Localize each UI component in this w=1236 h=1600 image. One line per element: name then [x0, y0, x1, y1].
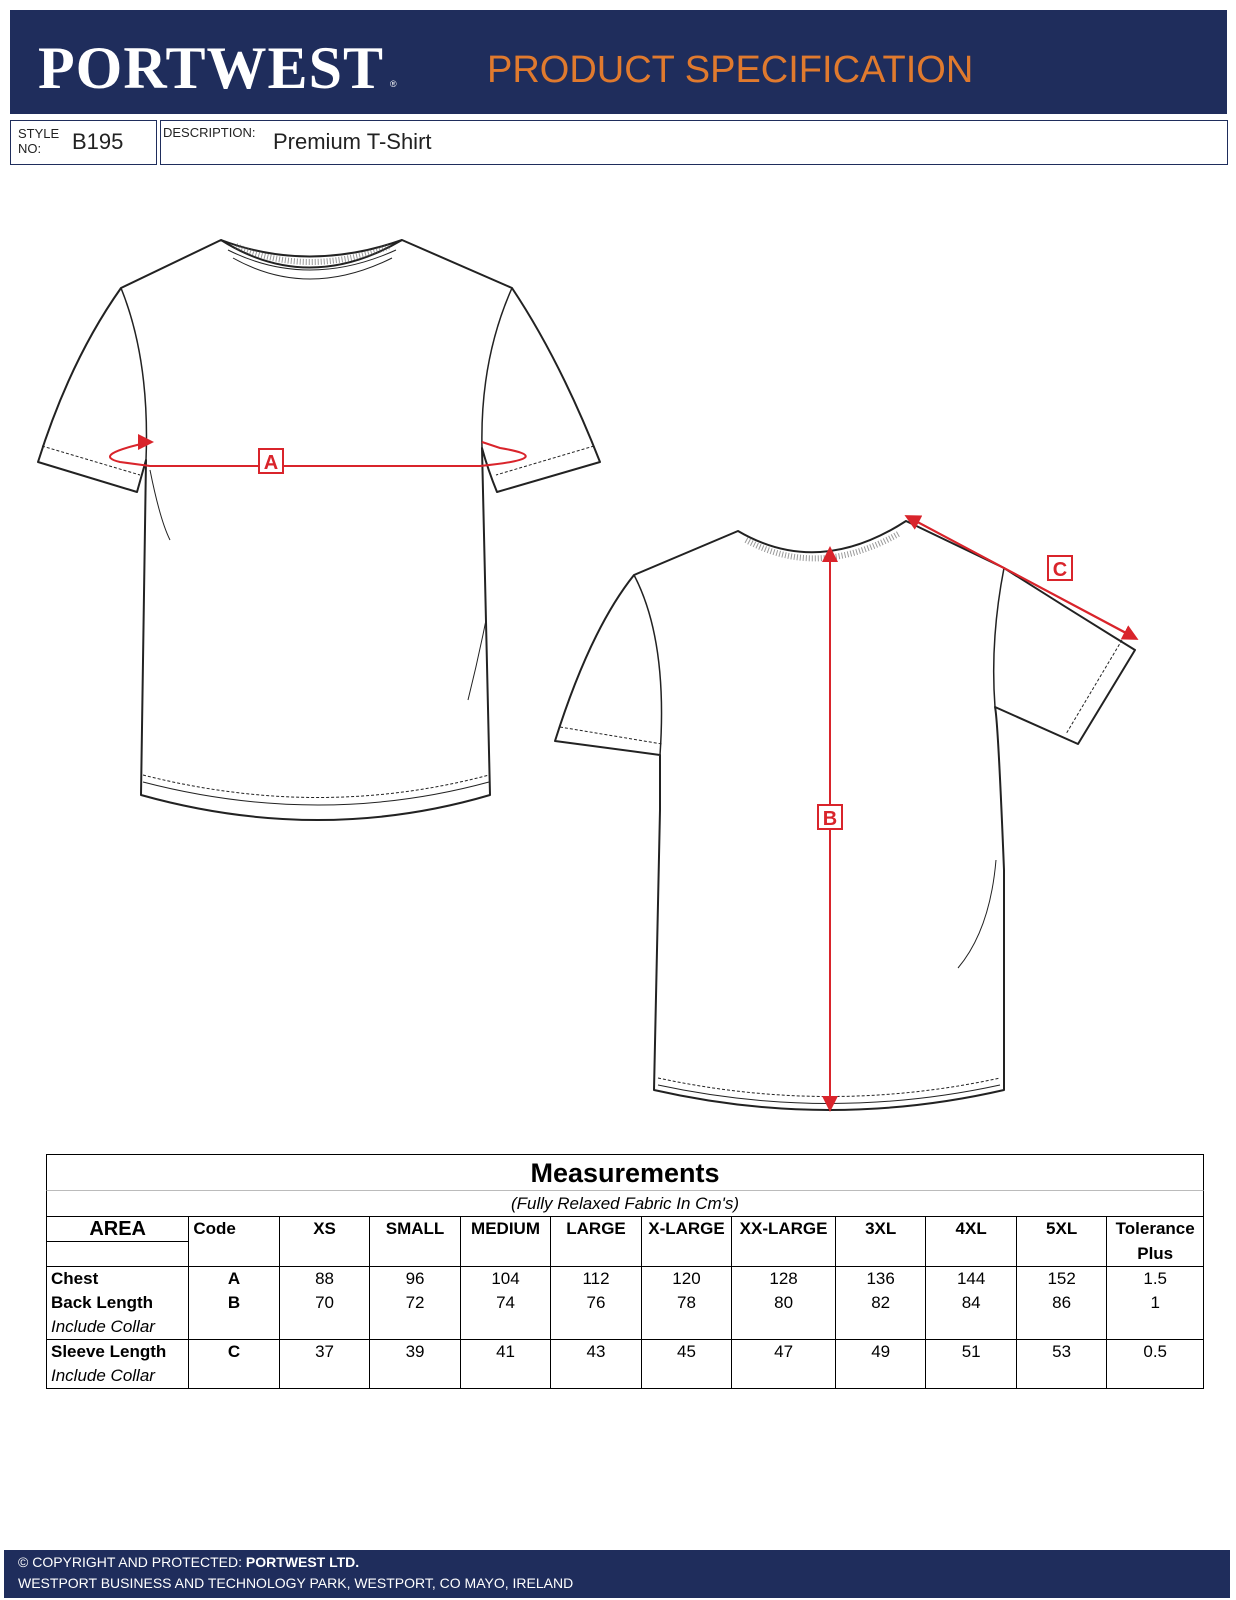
footer-bar	[4, 1550, 1230, 1598]
measurements-grid	[46, 1216, 1204, 1389]
header-tolerance: Tolerance	[1107, 1217, 1204, 1242]
row-area: Back Length	[47, 1291, 189, 1315]
footer-copyright	[18, 1554, 359, 1570]
header-5xl: 5XL	[1016, 1217, 1106, 1242]
cell-x-large: 78	[641, 1291, 731, 1315]
row-code: A	[189, 1267, 279, 1292]
cell-4xl: 144	[926, 1267, 1016, 1292]
cell-x-large: 45	[641, 1340, 731, 1365]
front-tshirt-drawing	[38, 240, 600, 820]
style-number-value: B195	[72, 129, 124, 154]
style-number-box	[10, 120, 157, 165]
cell-medium: 104	[460, 1267, 550, 1292]
cell-medium: 41	[460, 1340, 550, 1365]
cell-small: 96	[370, 1267, 460, 1292]
header-code: Code	[189, 1217, 279, 1242]
cell-4xl: 51	[926, 1340, 1016, 1365]
header-x-large: X-LARGE	[641, 1217, 731, 1242]
svg-text:A: A	[263, 452, 279, 474]
row-note: Include Collar	[47, 1364, 189, 1389]
cell-4xl: 84	[926, 1291, 1016, 1315]
cell-large: 112	[551, 1267, 641, 1292]
cell-3xl: 136	[835, 1267, 925, 1292]
cell-xx-large: 128	[732, 1267, 836, 1292]
measure-marker-b	[818, 805, 842, 830]
footer-copyright-text: © COPYRIGHT AND PROTECTED:	[18, 1554, 246, 1570]
table-row	[47, 1291, 1204, 1315]
cell-tolerance: 0.5	[1107, 1340, 1204, 1365]
description-box	[160, 120, 1228, 165]
header-3xl: 3XL	[835, 1217, 925, 1242]
footer-address: WESTPORT BUSINESS AND TECHNOLOGY PARK, WESTPORT, CO MAYO, IRELAND	[18, 1575, 574, 1591]
cell-small: 72	[370, 1291, 460, 1315]
header-area: AREA	[47, 1217, 189, 1242]
cell-xs: 70	[279, 1291, 369, 1315]
table-row	[47, 1267, 1204, 1292]
table-row	[47, 1340, 1204, 1365]
cell-xs: 88	[279, 1267, 369, 1292]
header-row	[47, 1217, 1204, 1242]
cell-tolerance: 1.5	[1107, 1267, 1204, 1292]
header-xx-large: XX-LARGE	[732, 1217, 836, 1242]
back-tshirt-drawing	[555, 521, 1135, 1110]
cell-large: 76	[551, 1291, 641, 1315]
chest-measure-line	[110, 442, 526, 466]
row-code: C	[189, 1340, 279, 1365]
description-value: Premium T-Shirt	[273, 129, 432, 154]
cell-tolerance: 1	[1107, 1291, 1204, 1315]
cell-medium: 74	[460, 1291, 550, 1315]
row-note: Include Collar	[47, 1315, 189, 1340]
header-small: SMALL	[370, 1217, 460, 1242]
table-row-note	[47, 1315, 1204, 1340]
cell-large: 43	[551, 1340, 641, 1365]
cell-5xl: 53	[1016, 1340, 1106, 1365]
header-xs: XS	[279, 1217, 369, 1242]
cell-xx-large: 47	[732, 1340, 836, 1365]
style-label-top: STYLE	[18, 126, 60, 141]
measurements-title: Measurements	[46, 1154, 1204, 1190]
registered-mark: ®	[390, 79, 397, 89]
cell-5xl: 152	[1016, 1267, 1106, 1292]
row-code: B	[189, 1291, 279, 1315]
row-area: Sleeve Length	[47, 1340, 189, 1365]
measurements-table	[46, 1154, 1204, 1389]
page-title: PRODUCT SPECIFICATION	[487, 49, 974, 91]
cell-x-large: 120	[641, 1267, 731, 1292]
description-label: DESCRIPTION:	[163, 125, 256, 140]
cell-3xl: 82	[835, 1291, 925, 1315]
measurements-subtitle: (Fully Relaxed Fabric In Cm's)	[46, 1190, 1204, 1216]
measure-marker-c	[1048, 556, 1072, 581]
brand-logo: PORTWEST	[38, 35, 384, 101]
cell-5xl: 86	[1016, 1291, 1106, 1315]
footer-company: PORTWEST LTD.	[245, 1554, 360, 1570]
header-large: LARGE	[551, 1217, 641, 1242]
svg-text:B: B	[822, 808, 838, 830]
row-area: Chest	[47, 1267, 189, 1292]
measure-marker-a	[259, 449, 283, 474]
svg-text:C: C	[1052, 559, 1068, 581]
table-row-note	[47, 1364, 1204, 1389]
header-medium: MEDIUM	[460, 1217, 550, 1242]
cell-3xl: 49	[835, 1340, 925, 1365]
style-label-bottom: NO:	[18, 141, 42, 156]
garment-diagram	[0, 180, 1236, 1140]
header-4xl: 4XL	[926, 1217, 1016, 1242]
cell-xs: 37	[279, 1340, 369, 1365]
header-tolerance-plus: Plus	[1107, 1242, 1204, 1267]
header-subrow	[47, 1242, 1204, 1267]
cell-xx-large: 80	[732, 1291, 836, 1315]
cell-small: 39	[370, 1340, 460, 1365]
